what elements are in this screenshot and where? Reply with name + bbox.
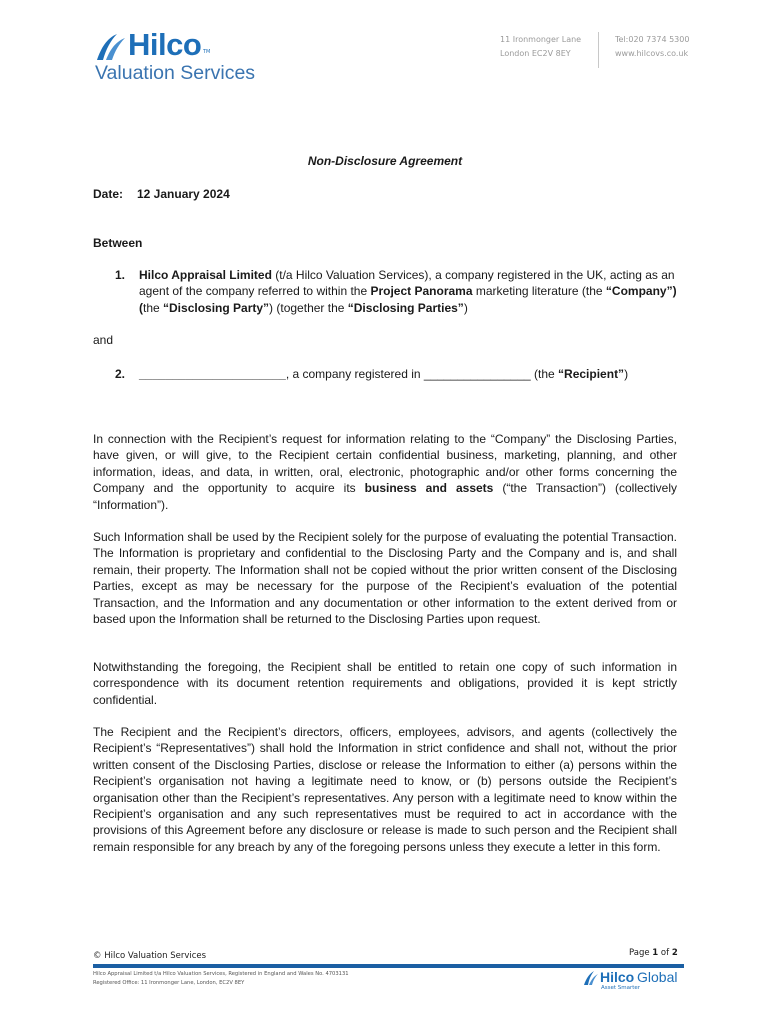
paragraph-representatives: The Recipient and the Recipient’s directors, officers, employees, advisors, and agents (collectively the Recipient’s “Representatives”) shall hold the Information in strict confidence and shall not, without the prior written consent of the Disclosing Parties, disclose or release the Information to either (a) persons within the Recipient’s organisation not having a legitimate need to know, or (b) persons outside the Recipient’s organisation other than the Recipient’s representatives. Any person with a legitimate need to know within the Recipient’s organisation and any such representatives must be required to act in accordance with the provisions of this Agreement before any disclosure or release is made to such person and the Recipient shall remain responsible for any breach by any of the foregoing persons unless they execute a letter in this form. xyxy=(93,725,677,854)
footer-legal-line: Registered Office: 11 Ironmonger Lane, London, EC2V 8EY xyxy=(93,980,245,986)
hilco-logo-mark-icon xyxy=(93,32,127,62)
hilco-global-mark-icon xyxy=(583,970,599,986)
recipient-term: “Recipient” xyxy=(558,367,625,381)
date-label: Date: xyxy=(93,187,124,201)
paragraph-text: (“the Transaction”) (collectively “Information”). xyxy=(93,481,678,512)
party-1-desc: ) xyxy=(463,300,468,315)
party-1-desc: (t/a Hilco Valuation Services), a company registered in the UK, acting as an agent of the company referred to within the xyxy=(139,268,675,299)
header-address xyxy=(500,33,581,60)
hilco-global-word: Global xyxy=(637,969,678,985)
and-label: and xyxy=(93,333,114,347)
paragraph-text: In connection with the Recipient’s request for information relating to the “Company” the Disclosing Parties, have given, or will give, to the Recipient certain confidential business, marketing, planning, and other information, ideas, and data, in written, oral, electronic, photographic and/or other forms concerning the Company and the opportunity to acquire its xyxy=(93,432,677,496)
recipient-name-blank: ______________________ xyxy=(139,367,286,381)
business-and-assets: business and assets xyxy=(364,481,494,496)
company-term: “Company”) ( xyxy=(139,284,677,315)
disclosing-party-term: “Disclosing Party” xyxy=(163,300,270,315)
logo-subtitle: Valuation Services xyxy=(95,62,256,84)
party-1-text xyxy=(139,267,684,316)
party-2-desc: , a company registered in xyxy=(285,367,424,381)
page-total: 2 xyxy=(671,948,678,958)
phone-number: Tel:020 7374 5300 xyxy=(615,35,690,44)
paragraph-information xyxy=(93,431,677,513)
website-link[interactable]: www.hilcovs.co.uk xyxy=(615,48,689,58)
hilco-global-hilco: Hilco xyxy=(600,969,635,985)
party-2-desc: (the xyxy=(530,367,559,381)
registration-blank: ________________ xyxy=(423,367,531,381)
page-prefix: Page xyxy=(629,948,653,958)
hilco-global-tagline: Asset Smarter xyxy=(601,985,641,991)
party-2-desc: ) xyxy=(624,367,629,381)
page-mid: of xyxy=(658,948,672,958)
party-1-desc: marketing literature (the xyxy=(472,284,606,299)
party-2-number: 2. xyxy=(115,367,126,381)
address-line: 11 Ironmonger Lane xyxy=(500,35,582,44)
party-2-text xyxy=(139,366,684,382)
logo-trademark: TM xyxy=(203,49,211,55)
page-number xyxy=(629,948,678,958)
paragraph-use-of-information: Such Information shall be used by the Recipient solely for the purpose of evaluating the potential Transaction. The Information is proprietary and confidential to the Disclosing Party and the Company and is, and shall remain, their property. The Information shall not be copied without the prior written consent of the Disclosing Parties, except as may be necessary for the purpose of the Recipient’s evaluation of the potential Transaction, and the Information and any documentation or other information to the extent derived from or based upon the Information shall be returned to the Disclosing Parties upon request. xyxy=(93,530,677,627)
between-label: Between xyxy=(93,236,143,250)
address-line: London EC2V 8EY xyxy=(500,48,571,58)
footer-copyright: © Hilco Valuation Services xyxy=(93,951,207,961)
party-1-desc: the xyxy=(143,300,164,315)
disclosing-parties-term: “Disclosing Parties” xyxy=(347,300,464,315)
header-divider xyxy=(598,32,599,68)
party-1-desc: ) (together the xyxy=(269,300,348,315)
party-1-number: 1. xyxy=(115,268,126,282)
logo-wordmark: Hilco xyxy=(128,27,202,62)
project-name: Project Panorama xyxy=(370,284,473,299)
footer-legal-line: Hilco Appraisal Limited t/a Hilco Valuation Services, Registered in England and Wales No. 4703131 xyxy=(93,971,349,977)
page-current: 1 xyxy=(652,948,659,958)
party-1-name: Hilco Appraisal Limited xyxy=(139,268,272,282)
paragraph-retention: Notwithstanding the foregoing, the Recipient shall be entitled to retain one copy of such information in correspondence with its document retention requirements and obligations, provided it is kept strictly confidential. xyxy=(93,660,677,707)
footer-bar xyxy=(93,964,684,968)
document-title: Non-Disclosure Agreement xyxy=(307,154,463,168)
date-value: 12 January 2024 xyxy=(137,187,230,201)
header-contact xyxy=(615,33,689,60)
